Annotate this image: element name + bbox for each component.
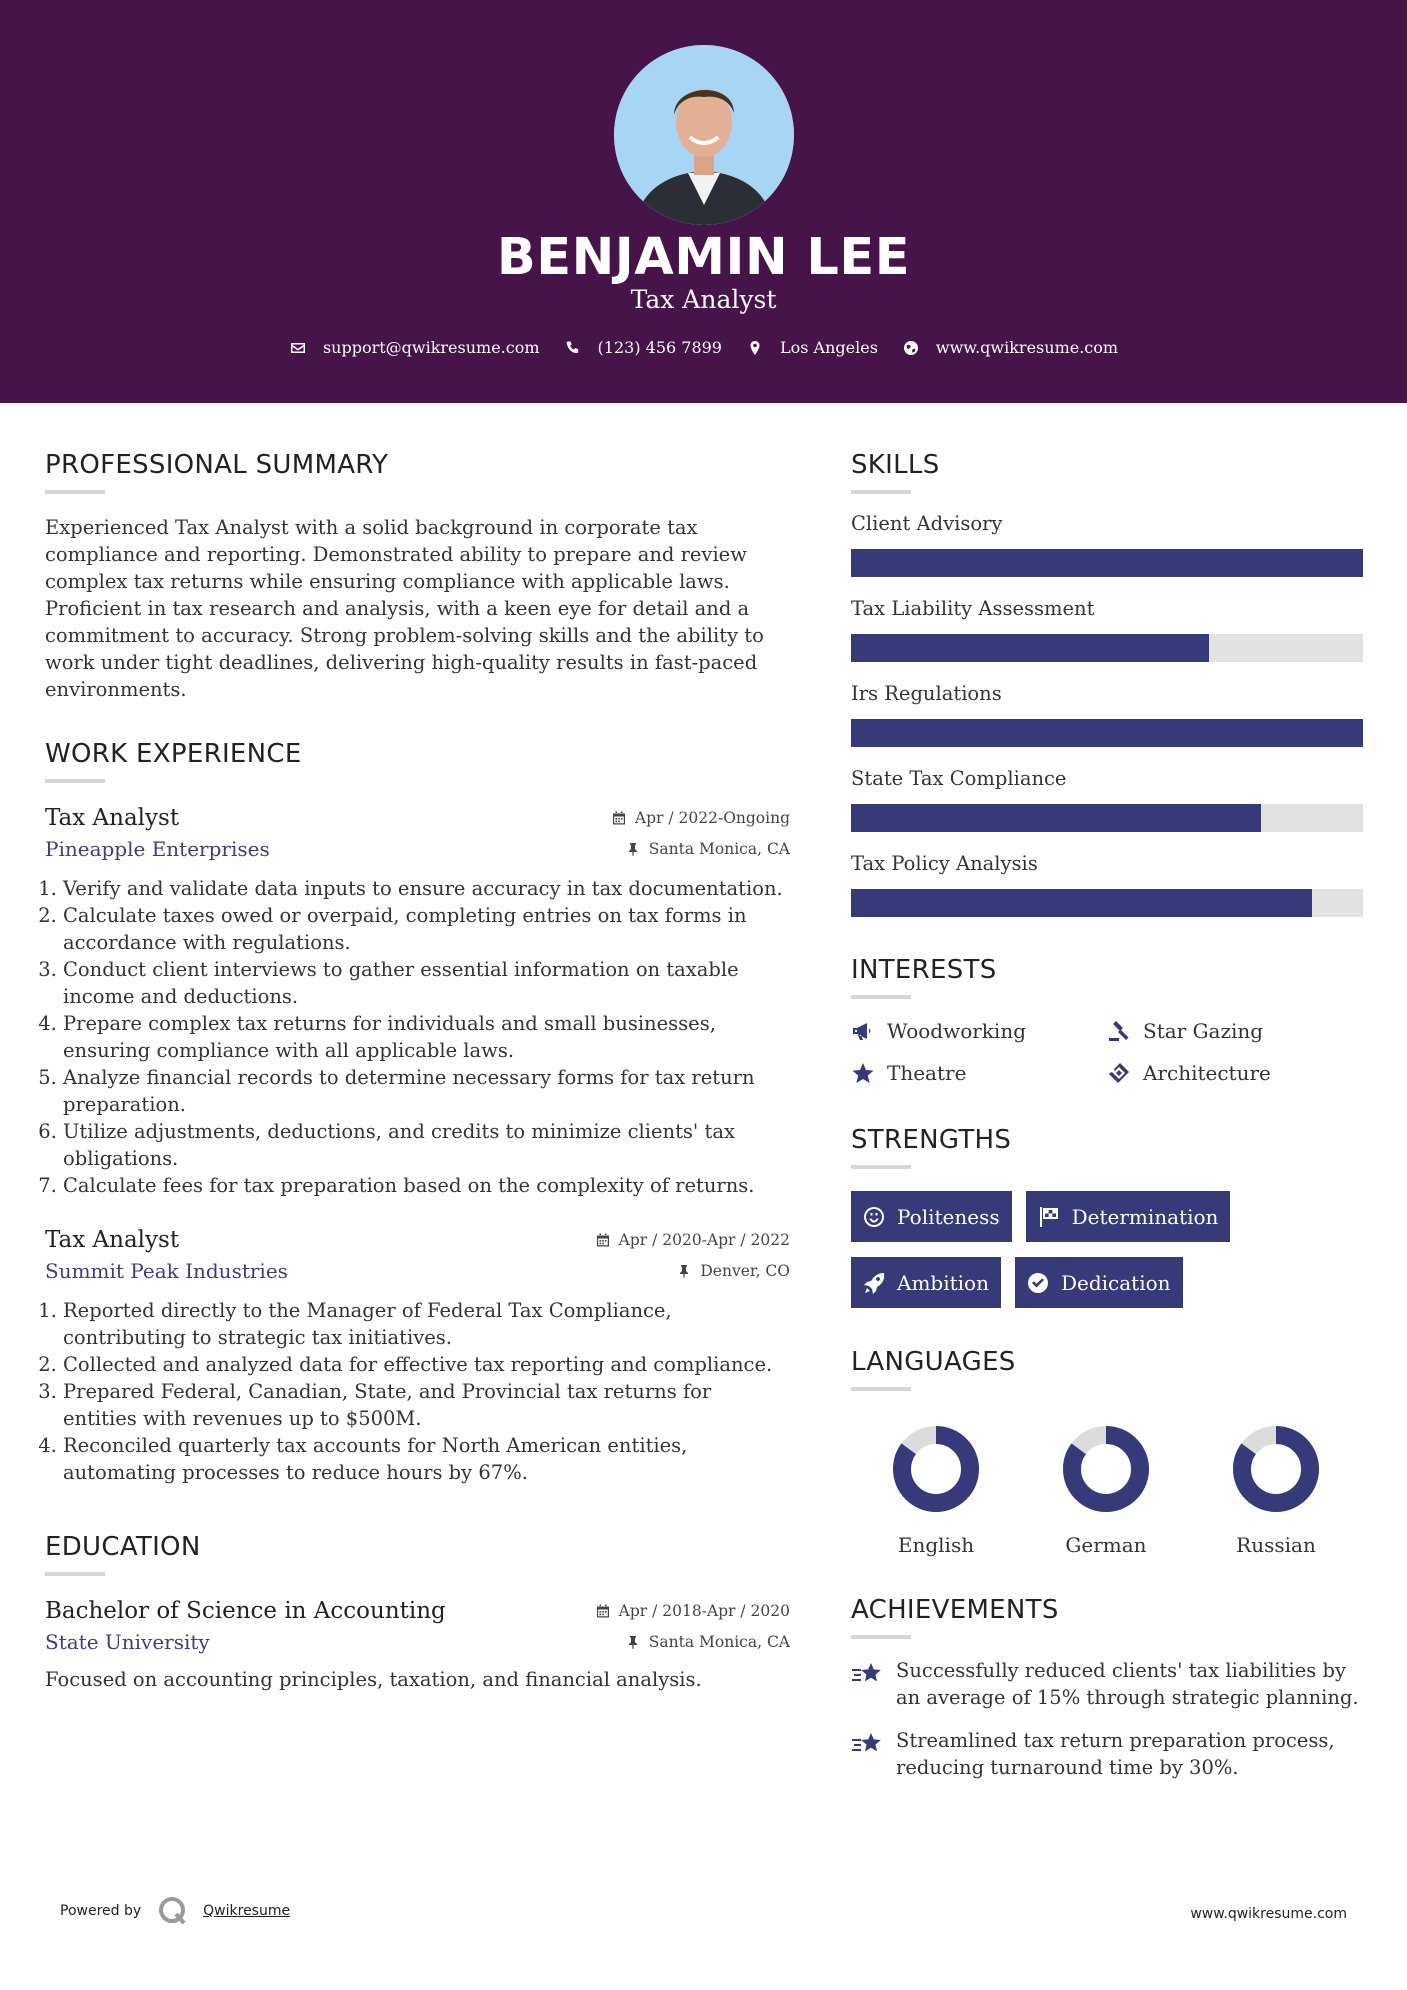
job-title: Tax Analyst — [45, 1227, 180, 1253]
skill-bar-fill — [851, 549, 1363, 577]
job-entry — [45, 805, 790, 1199]
skills-list — [851, 512, 1363, 917]
interest-label: Woodworking — [887, 1019, 1027, 1043]
heading-underline — [45, 1572, 105, 1576]
interest-label: Theatre — [887, 1061, 967, 1085]
calendar-icon — [596, 1604, 610, 1618]
pushpin-icon — [626, 1635, 640, 1649]
skill-bar — [851, 889, 1363, 917]
achievement-item — [851, 1657, 1363, 1711]
languages-section — [851, 1347, 1363, 1557]
interests-list — [851, 1019, 1363, 1085]
company-name: Pineapple Enterprises — [45, 837, 270, 861]
skill-label: Client Advisory — [851, 512, 1003, 535]
job-entry — [45, 1227, 790, 1486]
skill-bar-fill — [851, 719, 1363, 747]
summary-heading: PROFESSIONAL SUMMARY — [45, 450, 389, 480]
interest-item — [851, 1061, 1107, 1085]
interest-item — [1107, 1061, 1363, 1085]
experience-heading: WORK EXPERIENCE — [45, 739, 302, 769]
interest-item — [851, 1019, 1107, 1043]
language-item — [851, 1423, 1021, 1557]
interests-section — [851, 955, 1363, 1085]
footer-powered-by — [60, 1895, 290, 1927]
languages-list — [851, 1423, 1363, 1557]
job-dates — [612, 809, 790, 827]
skill-bar-fill — [851, 804, 1261, 832]
duty-item: 4. Reconciled quarterly tax accounts for North American entities, automating processes to reduce hours by 67%. — [63, 1432, 790, 1486]
skill-item — [851, 852, 1363, 917]
job-location-text: Denver, CO — [700, 1262, 790, 1280]
duty-list — [45, 1297, 790, 1486]
education-entry — [45, 1598, 790, 1693]
candidate-title: Tax Analyst — [630, 285, 777, 314]
pushpin-icon — [626, 842, 640, 856]
calendar-icon — [612, 811, 626, 825]
shooting-star-icon — [851, 1659, 885, 1689]
skill-item — [851, 767, 1363, 832]
skill-item — [851, 597, 1363, 662]
language-donut — [1230, 1423, 1322, 1515]
star-icon — [851, 1061, 875, 1085]
language-donut — [1060, 1423, 1152, 1515]
duty-item: 3. Conduct client interviews to gather essential information on taxable income and deductions. — [63, 956, 790, 1010]
duty-item: 7. Calculate fees for tax preparation based on the complexity of returns. — [63, 1172, 790, 1199]
skill-bar — [851, 634, 1363, 662]
map-pin-icon — [746, 339, 764, 357]
heading-underline — [851, 490, 911, 494]
duty-item: 1. Verify and validate data inputs to ensure accuracy in tax documentation. — [63, 875, 790, 902]
achievements-section — [851, 1595, 1363, 1781]
job-dates — [596, 1231, 790, 1249]
language-label: Russian — [1236, 1533, 1316, 1557]
main-column — [45, 450, 790, 1693]
contact-phone[interactable] — [564, 338, 722, 357]
skill-item — [851, 682, 1363, 747]
job-dates-text: Apr / 2020-Apr / 2022 — [618, 1231, 790, 1249]
envelope-icon — [289, 339, 307, 357]
skill-item — [851, 512, 1363, 577]
job-location — [677, 1262, 790, 1280]
strength-label: Politeness — [897, 1204, 1000, 1229]
heading-underline — [45, 779, 105, 783]
education-location-text: Santa Monica, CA — [648, 1633, 790, 1651]
skill-label: Irs Regulations — [851, 682, 1002, 705]
education-description: Focused on accounting principles, taxation, and financial analysis. — [45, 1668, 702, 1691]
achievement-text: Successfully reduced clients' tax liabilities by an average of 15% through strategic planning. — [896, 1659, 1359, 1709]
contact-bar — [0, 338, 1407, 357]
powered-by-text: Powered by — [60, 1903, 142, 1919]
check-circle-icon — [1027, 1272, 1049, 1294]
skill-label: Tax Policy Analysis — [851, 852, 1038, 875]
contact-email[interactable] — [289, 338, 540, 357]
language-item — [1021, 1423, 1191, 1557]
shooting-star-icon — [851, 1729, 885, 1759]
job-location-text: Santa Monica, CA — [648, 840, 790, 858]
company-name: Summit Peak Industries — [45, 1259, 288, 1283]
duty-list — [45, 875, 790, 1199]
heading-underline — [851, 1165, 911, 1169]
skill-bar-fill — [851, 634, 1209, 662]
language-label: German — [1065, 1533, 1147, 1557]
strengths-section — [851, 1125, 1363, 1323]
languages-heading: LANGUAGES — [851, 1347, 1016, 1377]
phone-icon — [564, 339, 582, 357]
heading-underline — [851, 1387, 911, 1391]
education-dates-text: Apr / 2018-Apr / 2020 — [618, 1602, 790, 1620]
flag-icon — [1038, 1206, 1060, 1228]
duty-item: 3. Prepared Federal, Canadian, State, and Provincial tax returns for entities with revenues up to $500M. — [63, 1378, 790, 1432]
job-location — [626, 840, 790, 858]
brand-link[interactable]: Qwikresume — [203, 1903, 291, 1919]
phone-text: (123) 456 7899 — [597, 338, 722, 357]
pushpin-icon — [677, 1264, 691, 1278]
language-label: English — [897, 1533, 975, 1557]
strength-badge — [851, 1257, 1001, 1308]
education-section — [45, 1532, 790, 1693]
interests-heading: INTERESTS — [851, 955, 997, 985]
heading-underline — [45, 490, 105, 494]
strength-badge — [1015, 1257, 1183, 1308]
candidate-name: BENJAMIN LEE — [496, 228, 911, 287]
experience-section — [45, 739, 790, 1486]
language-donut — [890, 1423, 982, 1515]
skill-label: State Tax Compliance — [851, 767, 1067, 790]
language-item — [1191, 1423, 1361, 1557]
skills-section — [851, 450, 1363, 917]
summary-section — [45, 450, 790, 703]
gavel-icon — [1107, 1019, 1131, 1043]
globe-icon — [902, 339, 920, 357]
skill-bar — [851, 804, 1363, 832]
duty-item: 6. Utilize adjustments, deductions, and credits to minimize clients' tax obligations. — [63, 1118, 790, 1172]
duty-item: 5. Analyze financial records to determine necessary forms for tax return preparation. — [63, 1064, 790, 1118]
side-column — [851, 450, 1363, 1781]
duty-item: 2. Calculate taxes owed or overpaid, completing entries on tax forms in accordance with regulations. — [63, 902, 790, 956]
strength-label: Determination — [1071, 1204, 1219, 1229]
qwikresume-logo-icon — [157, 1895, 189, 1927]
megaphone-icon — [851, 1019, 875, 1043]
skill-bar — [851, 549, 1363, 577]
resume-header — [0, 0, 1407, 403]
strength-label: Ambition — [897, 1270, 989, 1295]
contact-location — [746, 338, 878, 357]
profile-photo — [614, 45, 794, 225]
education-location — [626, 1633, 790, 1651]
skills-heading: SKILLS — [851, 450, 940, 480]
job-title: Tax Analyst — [45, 805, 180, 831]
strength-label: Dedication — [1060, 1270, 1171, 1295]
rocket-icon — [863, 1272, 885, 1294]
strengths-list — [851, 1191, 1363, 1323]
calendar-icon — [596, 1233, 610, 1247]
summary-text: Experienced Tax Analyst with a solid background in corporate tax compliance and reporting. Demonstrated ability to prepare and review complex tax returns while ensuring compliance with applicable laws. Proficient in tax research and analysis, with a keen eye for detail and a commitment to accuracy. Strong problem-solving skills and the ability to work under tight deadlines, delivering high-quality results in fast-paced environments. — [45, 516, 764, 701]
achievements-heading: ACHIEVEMENTS — [851, 1595, 1059, 1625]
ticket-icon — [1107, 1061, 1131, 1085]
duty-item: 4. Prepare complex tax returns for individuals and small businesses, ensuring compliance with all applicable laws. — [63, 1010, 790, 1064]
degree-title: Bachelor of Science in Accounting — [45, 1598, 446, 1624]
achievement-item — [851, 1727, 1363, 1781]
school-name: State University — [45, 1630, 210, 1654]
location-text: Los Angeles — [779, 338, 878, 357]
strength-badge — [851, 1191, 1012, 1242]
education-heading: EDUCATION — [45, 1532, 201, 1562]
interest-item — [1107, 1019, 1363, 1043]
footer-website[interactable]: www.qwikresume.com — [1190, 1906, 1347, 1922]
smile-icon — [863, 1206, 885, 1228]
heading-underline — [851, 995, 911, 999]
education-dates — [596, 1602, 790, 1620]
heading-underline — [851, 1635, 911, 1639]
skill-bar-fill — [851, 889, 1312, 917]
contact-website[interactable] — [902, 338, 1118, 357]
interest-label: Star Gazing — [1143, 1019, 1264, 1043]
duty-item: 1. Reported directly to the Manager of Federal Tax Compliance, contributing to strategic tax initiatives. — [63, 1297, 790, 1351]
strengths-heading: STRENGTHS — [851, 1125, 1012, 1155]
email-text: support@qwikresume.com — [322, 338, 540, 357]
achievement-text: Streamlined tax return preparation process, reducing turnaround time by 30%. — [896, 1729, 1335, 1779]
job-dates-text: Apr / 2022-Ongoing — [634, 809, 790, 827]
website-text: www.qwikresume.com — [935, 338, 1119, 357]
duty-item: 2. Collected and analyzed data for effective tax reporting and compliance. — [63, 1351, 790, 1378]
interest-label: Architecture — [1143, 1061, 1271, 1085]
strength-badge — [1026, 1191, 1231, 1242]
skill-label: Tax Liability Assessment — [851, 597, 1095, 620]
skill-bar — [851, 719, 1363, 747]
